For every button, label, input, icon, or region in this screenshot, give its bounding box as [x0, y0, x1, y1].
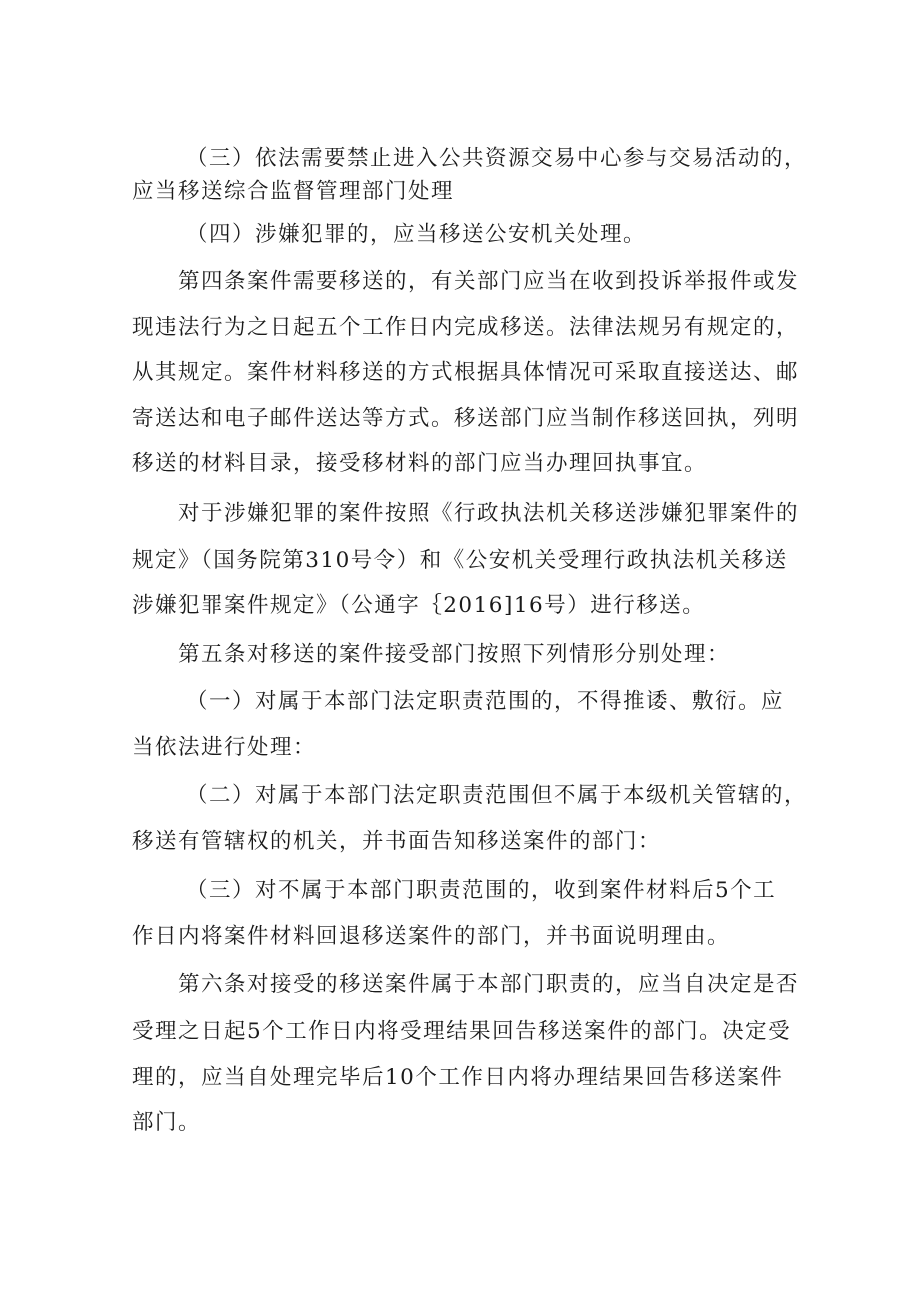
article-5-item-3-line-1: （三）对不属于本部门职责范围的，收到案件材料后5个工: [186, 878, 777, 903]
article-5-item-2-line-2: 移送有管辖权的机关，并书面告知移送案件的部门：: [132, 829, 662, 854]
article-4-line-1: 第四条案件需要移送的，有关部门应当在收到投诉举报件或发: [178, 269, 800, 294]
article-4-line-4: 寄送达和电子邮件送达等方式。移送部门应当制作移送回执，列明: [132, 406, 800, 431]
article-5-item-3-line-2: 作日内将案件材料回退移送案件的部门，并书面说明理由。: [132, 924, 731, 949]
clause-3-line-1: （三）依法需要禁止进入公共资源交易中心参与交易活动的，: [186, 146, 808, 171]
article-6-line-1: 第六条对接受的移送案件属于本部门职责的，应当自决定是否: [178, 972, 800, 997]
article-4-line-5: 移送的材料目录，接受移材料的部门应当办理回执事宜。: [132, 451, 708, 476]
article-6-line-3: 理的，应当自处理完毕后10个工作日内将办理结果回告移送案件: [132, 1065, 784, 1090]
article-4-line-3: 从其规定。案件材料移送的方式根据具体情况可采取直接送达、邮: [132, 360, 800, 385]
article-5-line-1: 第五条对移送的案件接受部门按照下列情形分别处理：: [178, 642, 731, 667]
article-5-item-1-line-2: 当依法进行处理：: [132, 735, 317, 760]
article-6-line-4: 部门。: [132, 1110, 202, 1135]
reference-paragraph-line-2: 规定》（国务院第310号令）和《公安机关受理行政执法机关移送: [132, 548, 788, 573]
reference-paragraph-line-3: 涉嫌犯罪案件规定》（公通字｛2016]16号）进行移送。: [132, 593, 706, 618]
article-4-line-2: 现违法行为之日起五个工作日内完成移送。法律法规另有规定的，: [132, 315, 800, 340]
article-6-line-2: 受理之日起5个工作日内将受理结果回告移送案件的部门。决定受: [132, 1019, 792, 1044]
article-5-item-1-line-1: （一）对属于本部门法定职责范围的，不得推诿、敷衍。应: [186, 689, 785, 714]
clause-4-line-1: （四）涉嫌犯罪的，应当移送公安机关处理。: [186, 222, 647, 247]
clause-3-line-2: 应当移送综合监督管理部门处理: [132, 179, 455, 204]
article-5-item-2-line-1: （二）对属于本部门法定职责范围但不属于本级机关管辖的，: [186, 783, 808, 808]
reference-paragraph-line-1: 对于涉嫌犯罪的案件按照《行政执法机关移送涉嫌犯罪案件的: [178, 501, 800, 526]
